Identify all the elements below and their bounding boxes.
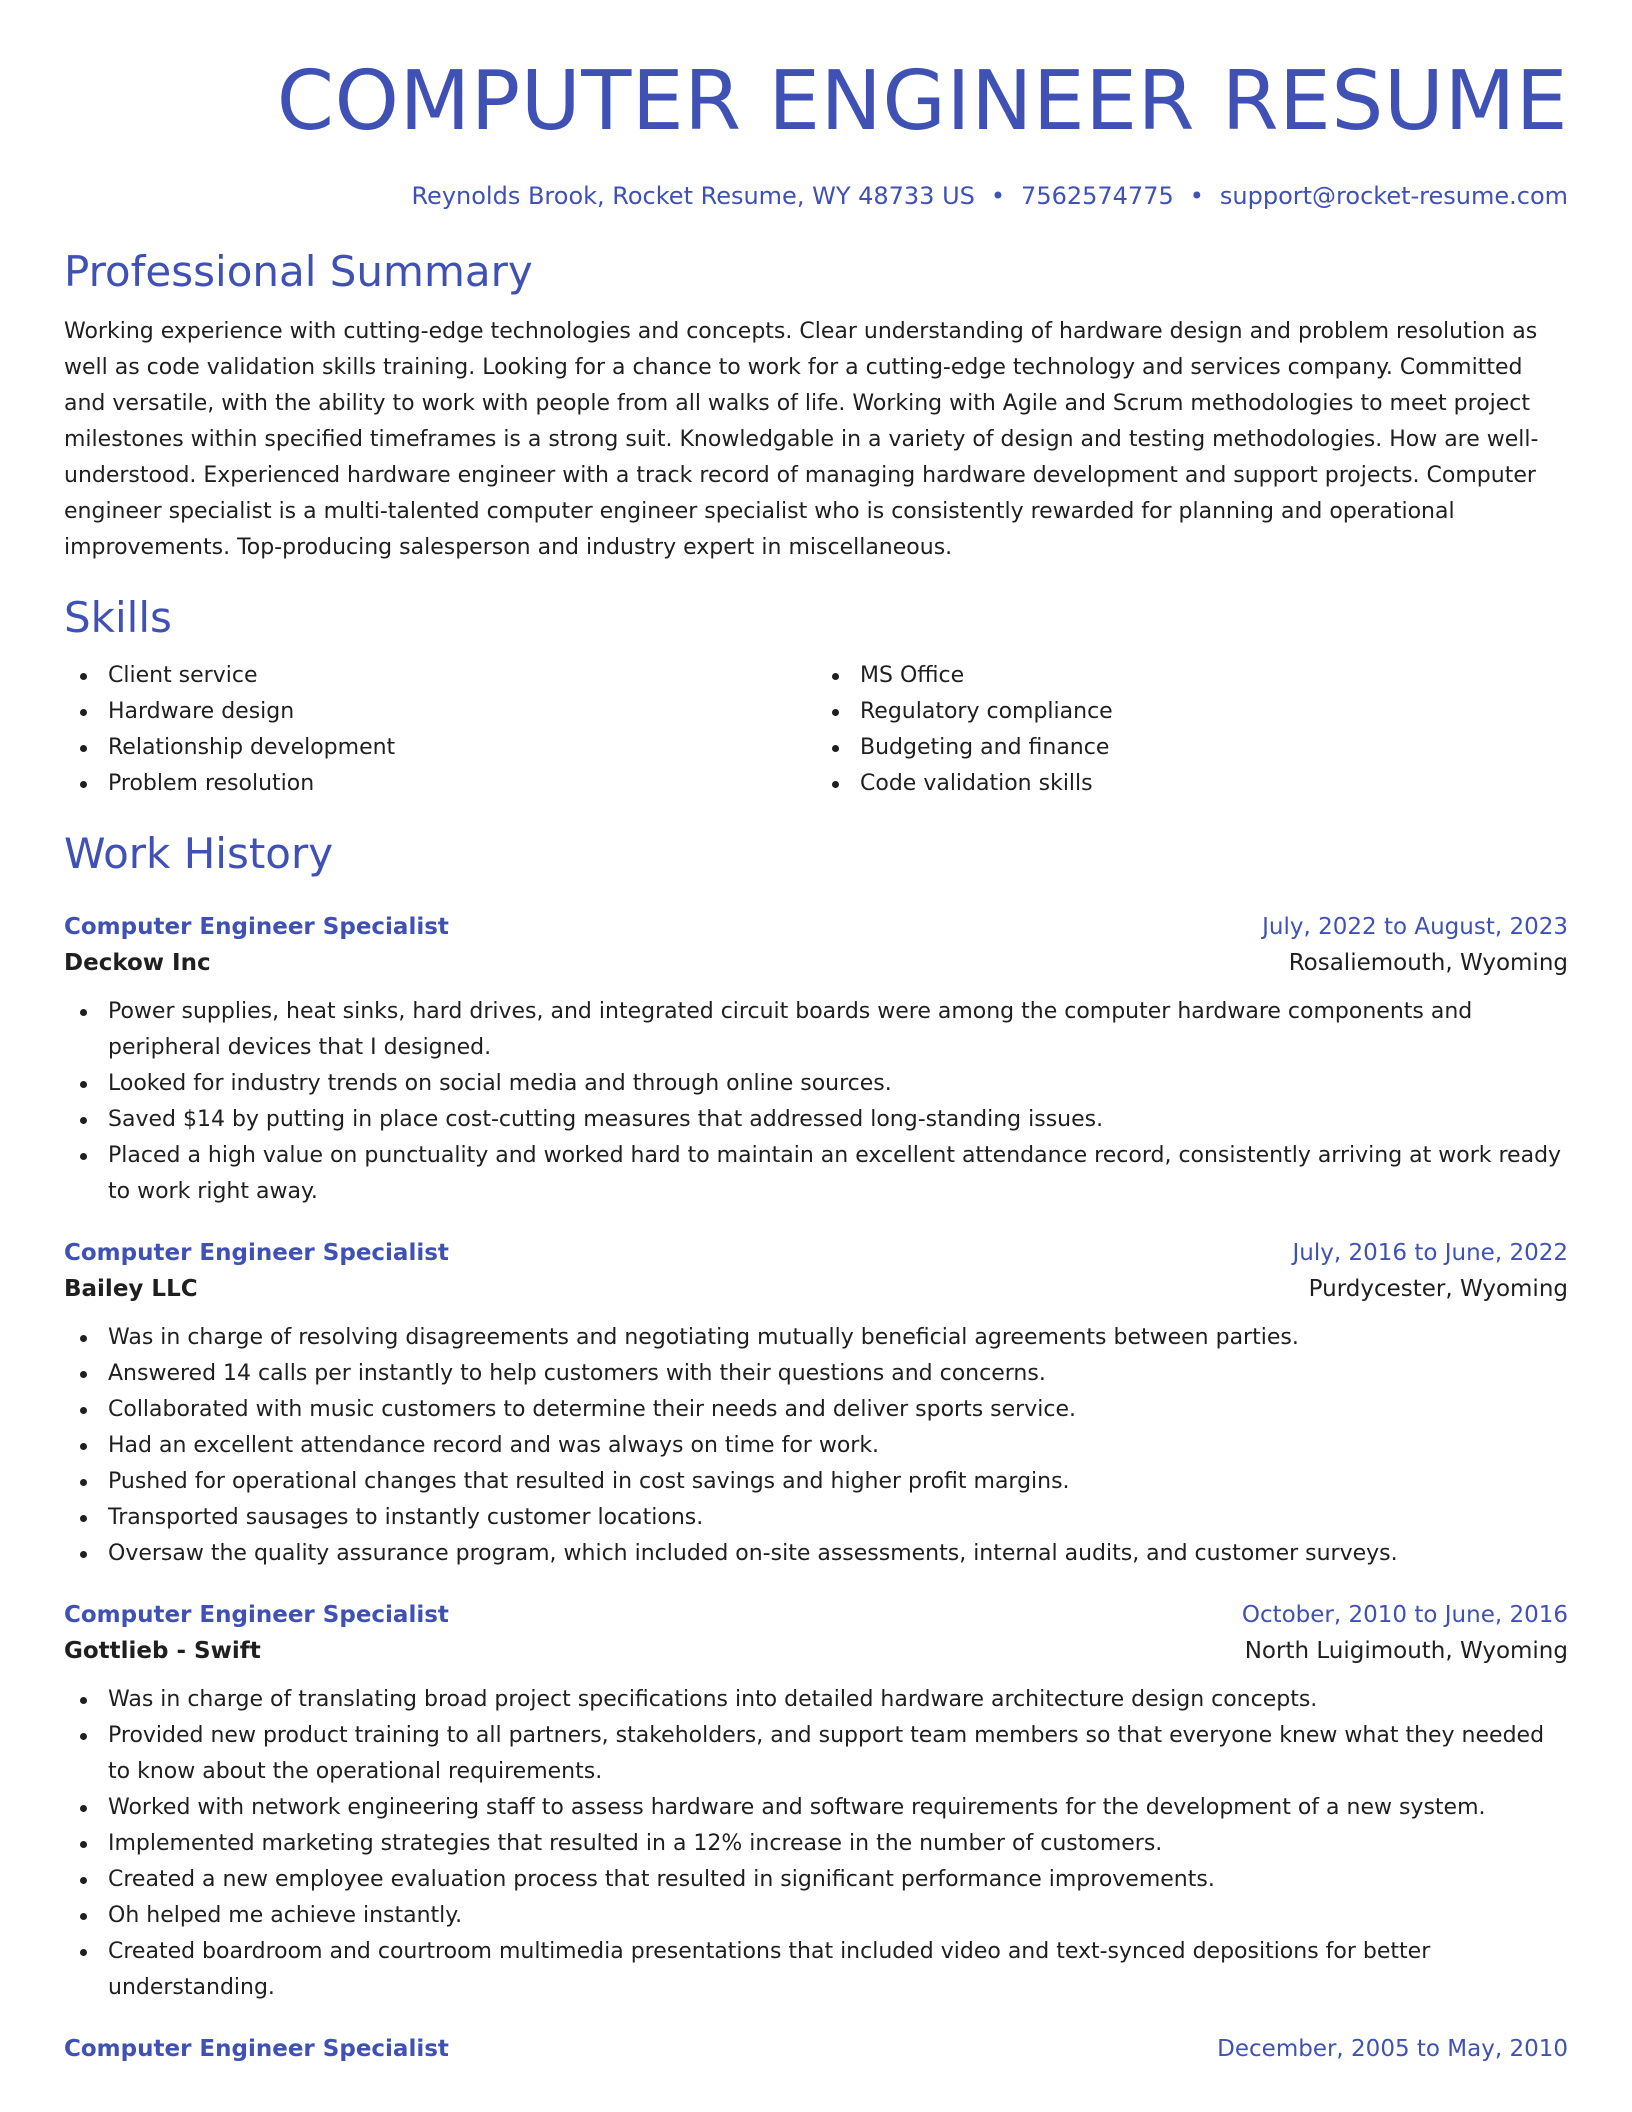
job-company-row <box>64 944 1568 982</box>
job-entry <box>64 1598 1568 2006</box>
job-dates: October, 2010 to June, 2016 <box>1241 1602 1568 1628</box>
skill-item: Budgeting and finance <box>816 730 1568 766</box>
job-title: Computer Engineer Specialist <box>64 1240 449 1266</box>
contact-email[interactable]: support@rocket-resume.com <box>1219 182 1568 210</box>
job-title-row <box>64 1236 1568 1270</box>
job-bullets <box>64 1320 1568 1572</box>
job-dates: July, 2022 to August, 2023 <box>1262 914 1568 940</box>
job-bullet: Transported sausages to instantly customer locations. <box>64 1500 1568 1536</box>
skills-column-right <box>816 658 1568 802</box>
job-bullet: Provided new product training to all partners, stakeholders, and support team members so that everyone knew what they needed to know about the operational requirements. <box>64 1718 1568 1790</box>
job-title-row <box>64 2032 1568 2066</box>
skill-item: MS Office <box>816 658 1568 694</box>
professional-summary-section <box>64 246 1568 566</box>
skills-column-left <box>64 658 816 802</box>
job-title-row <box>64 910 1568 944</box>
contact-phone[interactable]: 7562574775 <box>1021 182 1174 210</box>
job-bullets <box>64 1682 1568 2006</box>
contact-separator: • <box>990 182 1006 210</box>
job-bullet: Collaborated with music customers to determine their needs and deliver sports service. <box>64 1392 1568 1428</box>
skills-grid <box>64 658 1568 802</box>
job-bullet: Power supplies, heat sinks, hard drives, and integrated circuit boards were among the computer hardware components and peripheral devices that I designed. <box>64 994 1568 1066</box>
job-bullet: Saved $14 by putting in place cost-cutting measures that addressed long-standing issues. <box>64 1102 1568 1138</box>
job-bullets <box>64 994 1568 1210</box>
summary-text: Working experience with cutting-edge technologies and concepts. Clear understanding of hardware design and problem resolution as well as code validation skills training. Looking for a chance to work for a cutting-edge technology and services company. Committed and versatile, with the ability to work with people from all walks of life. Working with Agile and Scrum methodologies to meet project milestones within specified timeframes is a strong suit. Knowledgable in a variety of design and testing methodologies. How are well-understood. Experienced hardware engineer with a track record of managing hardware development and support projects. Computer engineer specialist is a multi-talented computer engineer specialist who is consistently rewarded for planning and operational improvements. Top-producing salesperson and industry expert in miscellaneous. <box>64 319 1539 560</box>
summary-heading: Professional Summary <box>64 247 533 296</box>
job-bullet: Placed a high value on punctuality and worked hard to maintain an excellent attendance record, consistently arriving at work ready to work right away. <box>64 1138 1568 1210</box>
job-title: Computer Engineer Specialist <box>64 1602 449 1628</box>
skill-item: Code validation skills <box>816 766 1568 802</box>
contact-line <box>64 180 1568 212</box>
job-bullet: Created boardroom and courtroom multimedia presentations that included video and text-synced depositions for better understanding. <box>64 1934 1568 2006</box>
contact-address: Reynolds Brook, Rocket Resume, WY 48733 US <box>411 182 975 210</box>
job-company: Deckow Inc <box>64 950 211 976</box>
job-bullet: Looked for industry trends on social media and through online sources. <box>64 1066 1568 1102</box>
job-entry <box>64 2032 1568 2066</box>
job-bullet: Oh helped me achieve instantly. <box>64 1898 1568 1934</box>
skill-item: Relationship development <box>64 730 816 766</box>
job-bullet: Oversaw the quality assurance program, which included on-site assessments, internal audits, and customer surveys. <box>64 1536 1568 1572</box>
skills-section <box>64 592 1568 802</box>
job-bullet: Worked with network engineering staff to assess hardware and software requirements for the development of a new system. <box>64 1790 1568 1826</box>
job-location: North Luigimouth, Wyoming <box>1244 1638 1568 1664</box>
contact-separator: • <box>1189 182 1204 210</box>
job-entry <box>64 1236 1568 1572</box>
job-title: Computer Engineer Specialist <box>64 2036 449 2062</box>
skill-item: Client service <box>64 658 816 694</box>
job-dates: December, 2005 to May, 2010 <box>1217 2036 1568 2062</box>
job-location: Rosaliemouth, Wyoming <box>1288 950 1568 976</box>
skills-heading: Skills <box>64 593 172 642</box>
job-location: Purdycester, Wyoming <box>1308 1276 1568 1302</box>
skill-item: Hardware design <box>64 694 816 730</box>
resume-header <box>64 0 1568 212</box>
job-company-row <box>64 1270 1568 1308</box>
job-dates: July, 2016 to June, 2022 <box>1292 1240 1568 1266</box>
job-bullet: Was in charge of resolving disagreements and negotiating mutually beneficial agreements between parties. <box>64 1320 1568 1356</box>
job-bullet: Created a new employee evaluation process that resulted in significant performance improvements. <box>64 1862 1568 1898</box>
job-bullet: Answered 14 calls per instantly to help customers with their questions and concerns. <box>64 1356 1568 1392</box>
work-history-heading: Work History <box>64 829 334 878</box>
job-company: Gottlieb - Swift <box>64 1638 261 1664</box>
job-bullet: Was in charge of translating broad project specifications into detailed hardware architecture design concepts. <box>64 1682 1568 1718</box>
skill-item: Regulatory compliance <box>816 694 1568 730</box>
job-company: Bailey LLC <box>64 1276 198 1302</box>
job-title: Computer Engineer Specialist <box>64 914 449 940</box>
job-bullet: Pushed for operational changes that resulted in cost savings and higher profit margins. <box>64 1464 1568 1500</box>
job-entry <box>64 910 1568 1210</box>
job-title-row <box>64 1598 1568 1632</box>
resume-title: COMPUTER ENGINEER RESUME <box>276 54 1568 149</box>
skill-item: Problem resolution <box>64 766 816 802</box>
job-company-row <box>64 1632 1568 1670</box>
work-history-section <box>64 828 1568 2066</box>
job-bullet: Had an excellent attendance record and was always on time for work. <box>64 1428 1568 1464</box>
job-bullet: Implemented marketing strategies that resulted in a 12% increase in the number of customers. <box>64 1826 1568 1862</box>
